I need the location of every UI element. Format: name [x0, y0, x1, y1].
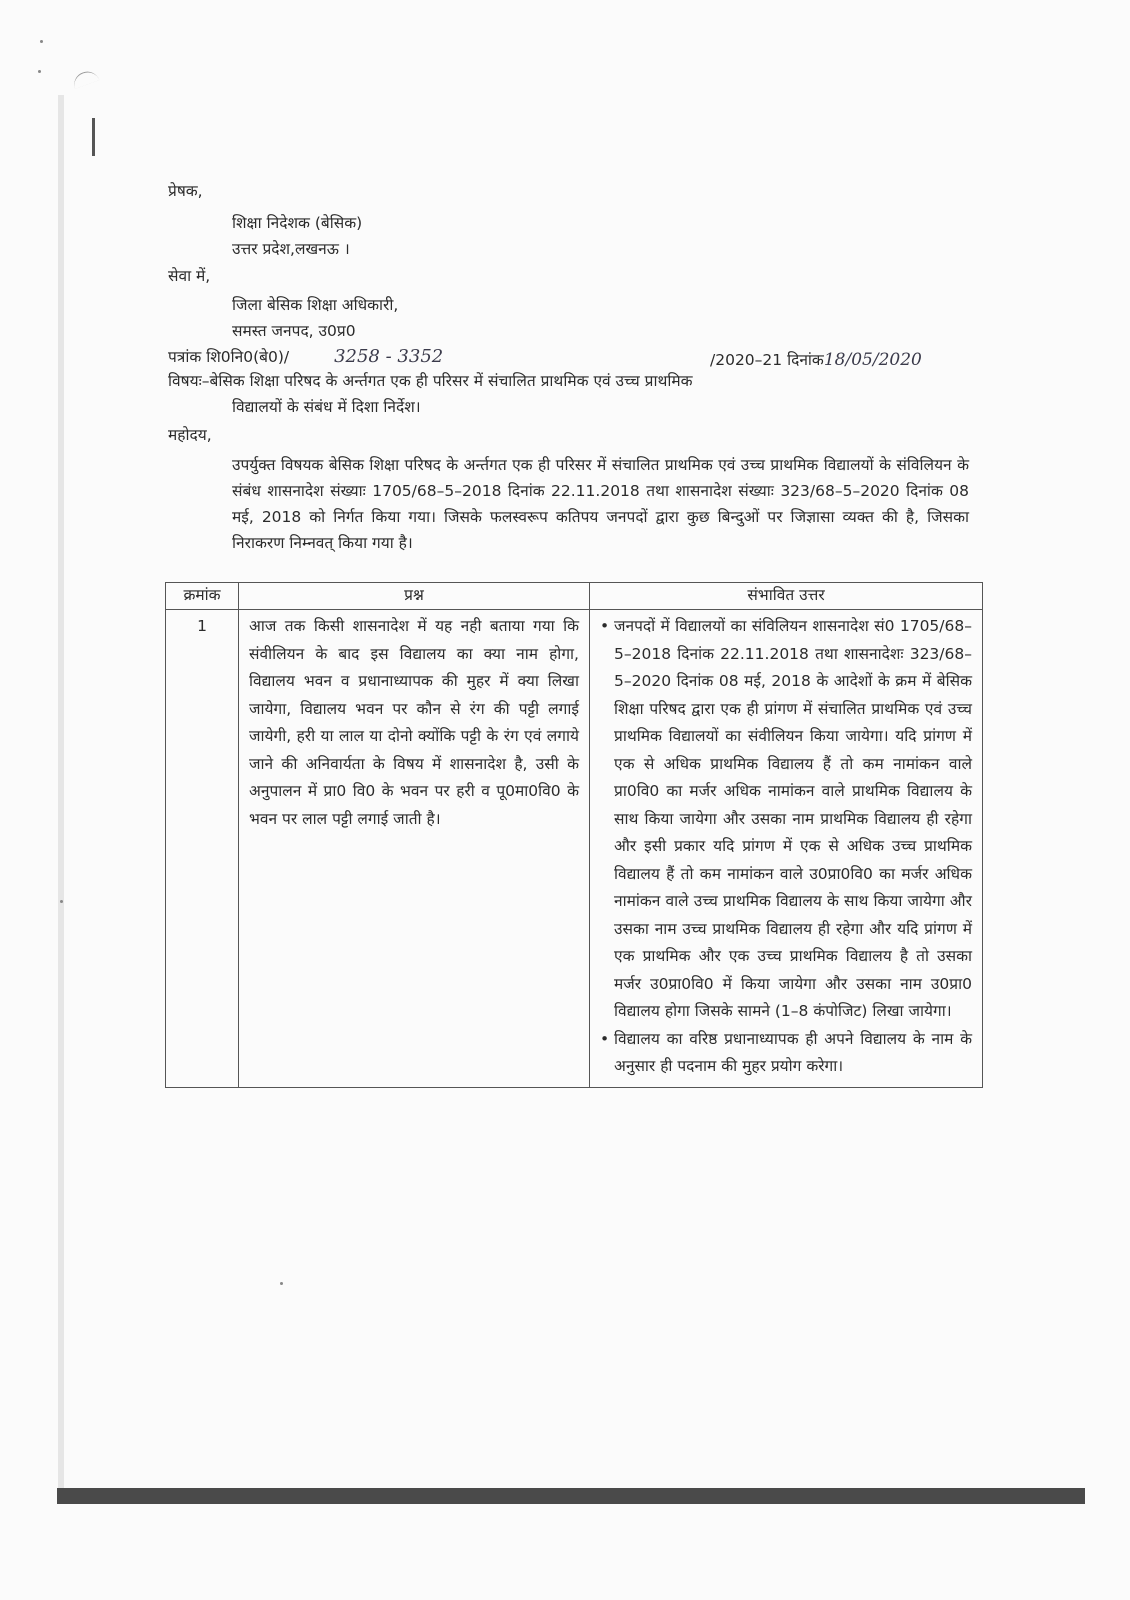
scan-dot [60, 900, 63, 903]
row-answer [590, 610, 983, 1088]
scan-dot [40, 40, 43, 43]
reference-prefix: पत्रांक शि0नि0(बे0)/ [168, 348, 290, 366]
sender-label: प्रेषक, [168, 182, 203, 200]
salutation: महोदय, [168, 426, 212, 444]
reference-date-handwritten: 18/05/2020 [823, 350, 922, 370]
sender-line-2: उत्तर प्रदेश,लखनऊ । [232, 240, 350, 258]
scan-dot [280, 1282, 283, 1285]
sender-line-1: शिक्षा निदेशक (बेसिक) [232, 214, 363, 232]
recipient-line-2: समस्त जनपद, उ0प्र0 [232, 322, 356, 340]
page-corner-mark [71, 68, 100, 89]
table-row [166, 610, 983, 1088]
scan-dot [38, 70, 41, 73]
intro-paragraph: उपर्युक्त विषयक बेसिक शिक्षा परिषद के अर्न्तगत एक ही परिसर में संचालित प्राथमिक एवं उच्च प्राथमिक विद्यालयों के संविलियन के संबंध शासनादेश संख्याः 1705/68–5–2018 दिनांक 22.11.2018 तथा शासनादेश संख्याः 323/68–5–2020 दिनांक 08 मई, 2018 को निर्गत किया गया। जिसके फलस्वरूप कतिपय जनपदों द्वारा कुछ बिन्दुओं पर जिज्ञासा व्यक्त की है, जिसका निराकरण निम्नवत् किया गया है। [232, 456, 969, 552]
reference-line [168, 346, 443, 368]
scan-edge [58, 95, 64, 1490]
recipient-line-1: जिला बेसिक शिक्षा अधिकारी, [232, 296, 399, 314]
header-answer: संभावित उत्तर [590, 583, 983, 610]
margin-mark [92, 118, 95, 156]
answer-point-2: • विद्यालय का वरिष्ठ प्रधानाध्यापक ही अपने विद्यालय के नाम के अनुसार ही पदनाम की मुहर प्रयोग करेगा। [600, 1026, 972, 1081]
qa-table [165, 582, 983, 1088]
reference-number-handwritten: 3258 - 3352 [334, 346, 444, 367]
subject-line-2: विद्यालयों के संबंध में दिशा निर्देश। [232, 398, 421, 416]
header-question: प्रश्न [239, 583, 590, 610]
scan-bottom-bar [57, 1488, 1085, 1504]
to-label: सेवा में, [168, 267, 211, 285]
row-serial: 1 [166, 610, 239, 1088]
table-header-row [166, 583, 983, 610]
answer-point-1: • जनपदों में विद्यालयों का संविलियन शासनादेश सं0 1705/68–5–2018 दिनांक 22.11.2018 तथा शासनादेशः 323/68–5–2020 दिनांक 08 मई, 2018 के आदेशों के क्रम में बेसिक शिक्षा परिषद द्वारा एक ही प्रांगण में संचालित प्राथमिक एवं उच्च प्राथमिक विद्यालयों का संवीलियन किया जायेगा। यदि प्रांगण में एक से अधिक प्राथमिक विद्यालय हैं तो कम नामांकन वाले प्रा0वि0 का मर्जर अधिक नामांकन वाले प्राथमिक विद्यालय के साथ किया जायेगा और उसका नाम प्राथमिक विद्यालय ही रहेगा और इसी प्रकार यदि प्रांगण में एक से अधिक उच्च प्राथमिक विद्यालय हैं तो कम नामांकन वाले उ0प्रा0वि0 का मर्जर अधिक नामांकन वाले उच्च प्राथमिक विद्यालय के साथ किया जायेगा और उसका नाम उच्च प्राथमिक विद्यालय ही रहेगा और यदि प्रांगण में एक प्राथमिक और एक उच्च प्राथमिक विद्यालय है तो उसका मर्जर उ0प्रा0वि0 में किया जायेगा और उसका नाम उ0प्रा0 विद्यालय होगा जिसके सामने (1–8 कंपोजिट) लिखा जायेगा। [600, 613, 972, 1026]
subject-line-1: विषयः–बेसिक शिक्षा परिषद के अर्न्तगत एक ही परिसर में संचालित प्राथमिक एवं उच्च प्राथमिक [168, 372, 693, 390]
reference-date [710, 348, 922, 370]
header-serial: क्रमांक [166, 583, 239, 610]
reference-year-label: /2020–21 दिनांक [710, 351, 824, 369]
row-question: आज तक किसी शासनादेश में यह नही बताया गया कि संवीलियन के बाद इस विद्यालय का क्या नाम होगा, विद्यालय भवन व प्रधानाध्यापक की मुहर में क्या लिखा जायेगा, विद्यालय भवन पर कौन से रंग की पट्टी लगाई जायेगी, हरी या लाल या दोनो क्योंकि पट्टी के रंग एवं लगाये जाने की अनिवार्यता के विषय में शासनादेश है, उसी के अनुपालन में प्रा0 वि0 के भवन पर हरी व पू0मा0वि0 के भवन पर लाल पट्टी लगाई जाती है। [239, 610, 590, 1088]
